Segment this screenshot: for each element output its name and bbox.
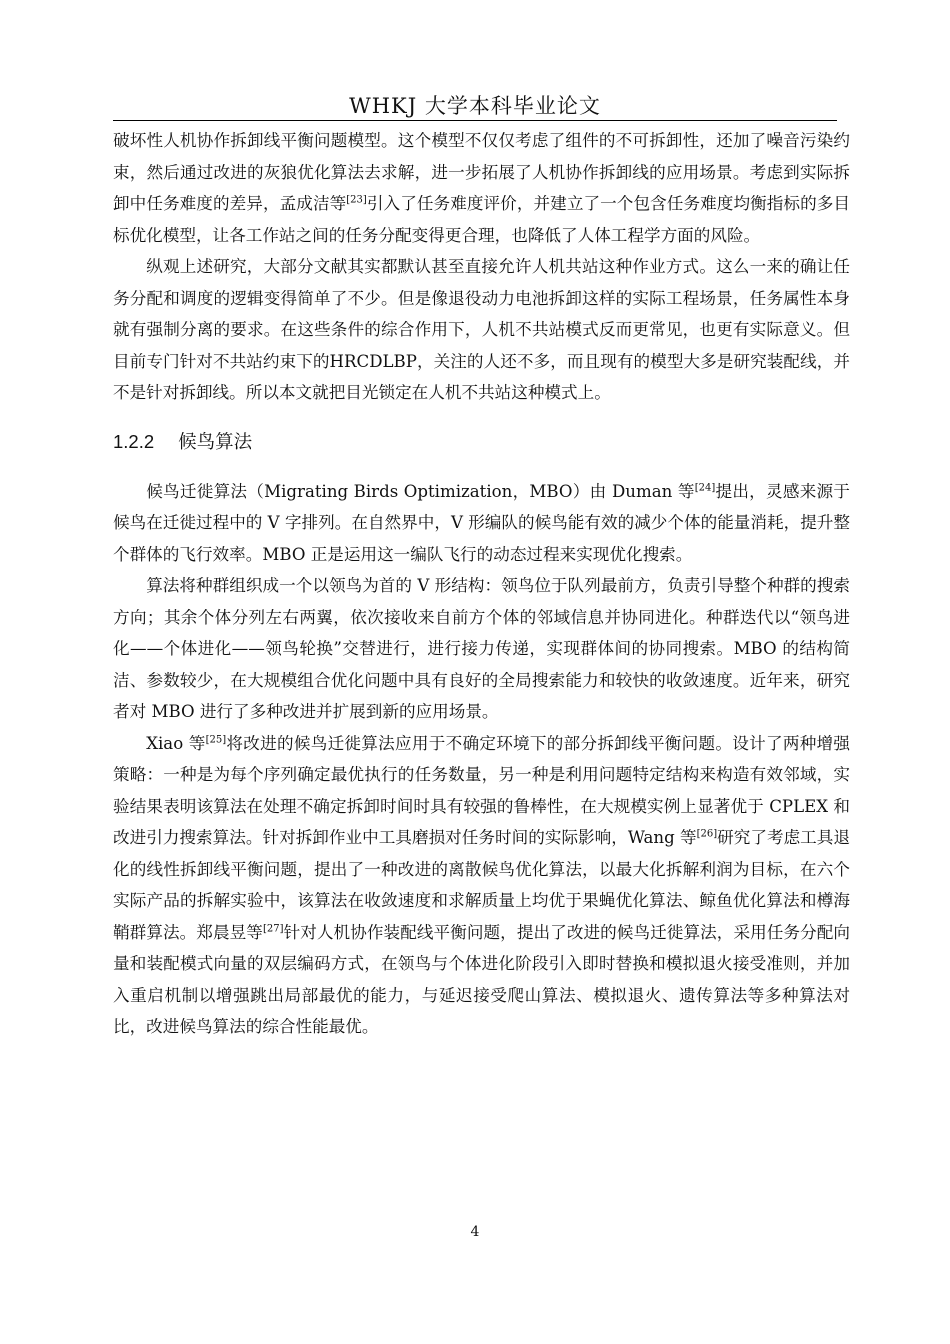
- paragraph: [113, 476, 850, 571]
- text-run: 破坏性人机协作拆卸线平衡问题模型。这个模型不仅仅考虑了组件的不可拆卸性，还加了噪音污染约束，然后通过改进的灰狼优化算法去求解，进一步拓展了人机协作拆卸线的应用场景。考虑到实际拆卸中任务难度的差异，孟成洁等: [113, 131, 850, 213]
- paragraph: [113, 728, 850, 1043]
- citation-ref: [24]: [694, 481, 716, 493]
- text-run: 引入了任务难度评价，并建立了一个包含任务难度均衡指标的多目标优化模型，让各工作站之间的任务分配变得更合理，也降低了人体工程学方面的风险。: [113, 194, 851, 245]
- running-header: [113, 92, 837, 121]
- citation-ref: [26]: [696, 828, 718, 840]
- text-run: 提出，灵感来源于候鸟在迁徙过程中的 V 字排列。在自然界中，V 形编队的候鸟能有效的减少个体的能量消耗，提升整个群体的飞行效率。MBO 正是运用这一编队飞行的动态过程来实现优化搜索。: [113, 481, 851, 564]
- citation-ref: [25]: [205, 733, 227, 745]
- section-title: 候鸟算法: [178, 431, 253, 453]
- citation-ref: [27]: [262, 922, 284, 934]
- text-run: 将改进的候鸟迁徙算法应用于不确定环境下的部分拆卸线平衡问题。设计了两种增强策略：一种是为每个序列确定最优执行的任务数量，另一种是利用问题特定结构来构造有效邻域，实验结果表明该算法在处理不确定拆卸时间时具有较强的鲁棒性，在大规模实例上显著优于 CPLEX 和改进引力搜索算法。针对拆卸作业中工具磨损对任务时间的实际影响，Wang 等: [113, 733, 851, 847]
- text-run: Xiao 等: [146, 733, 206, 753]
- text-run: 针对人机协作装配线平衡问题，提出了改进的候鸟迁徙算法，采用任务分配向量和装配模式向量的双层编码方式，在领鸟与个体进化阶段引入即时替换和模拟退火接受准则，并加入重启机制以增强跳出局部最优的能力，与延迟接受爬山算法、模拟退火、遗传算法等多种算法对比，改进候鸟算法的综合性能最优。: [113, 922, 851, 1036]
- header-title: WHKJ 大学本科毕业论文: [349, 94, 601, 118]
- text-run: 候鸟迁徙算法（Migrating Birds Optimization，MBO）由 Duman 等: [146, 481, 695, 501]
- section-number: 1.2.2: [113, 430, 155, 452]
- paragraph-continued: [113, 125, 850, 251]
- paragraph: 纵观上述研究，大部分文献其实都默认甚至直接允许人机共站这种作业方式。这么一来的确让任务分配和调度的逻辑变得简单了不少。但是像退役动力电池拆卸这样的实际工程场景，任务属性本身就有强制分离的要求。在这些条件的综合作用下，人机不共站模式反而更常见，也更有实际意义。但目前专门针对不共站约束下的HRCDLBP，关注的人还不多，而且现有的模型大多是研究装配线，并不是针对拆卸线。所以本文就把目光锁定在人机不共站这种模式上。: [113, 257, 850, 402]
- body-text: [113, 125, 850, 1043]
- section-heading: [113, 427, 850, 458]
- text-run: 研究了考虑工具退化的线性拆卸线平衡问题，提出了一种改进的离散候鸟优化算法，以最大化拆解利润为目标，在六个实际产品的拆解实验中，该算法在收敛速度和求解质量上均优于果蝇优化算法、鲸鱼优化算法和樽海鞘群算法。郑晨昱等: [113, 828, 850, 942]
- paragraph: 算法将种群组织成一个以领鸟为首的 V 形结构：领鸟位于队列最前方，负责引导整个种群的搜索方向；其余个体分列左右两翼，依次接收来自前方个体的邻域信息并协同进化。种群迭代以“领鸟进化——个体进化——领鸟轮换”交替进行，进行接力传递，实现群体间的协同搜索。MBO 的结构简洁、参数较少，在大规模组合优化问题中具有良好的全局搜索能力和较快的收敛速度。近年来，研究者对 MBO 进行了多种改进并扩展到新的应用场景。: [113, 576, 850, 721]
- page-number: 4: [470, 1224, 480, 1240]
- citation-ref: [23]: [346, 194, 367, 206]
